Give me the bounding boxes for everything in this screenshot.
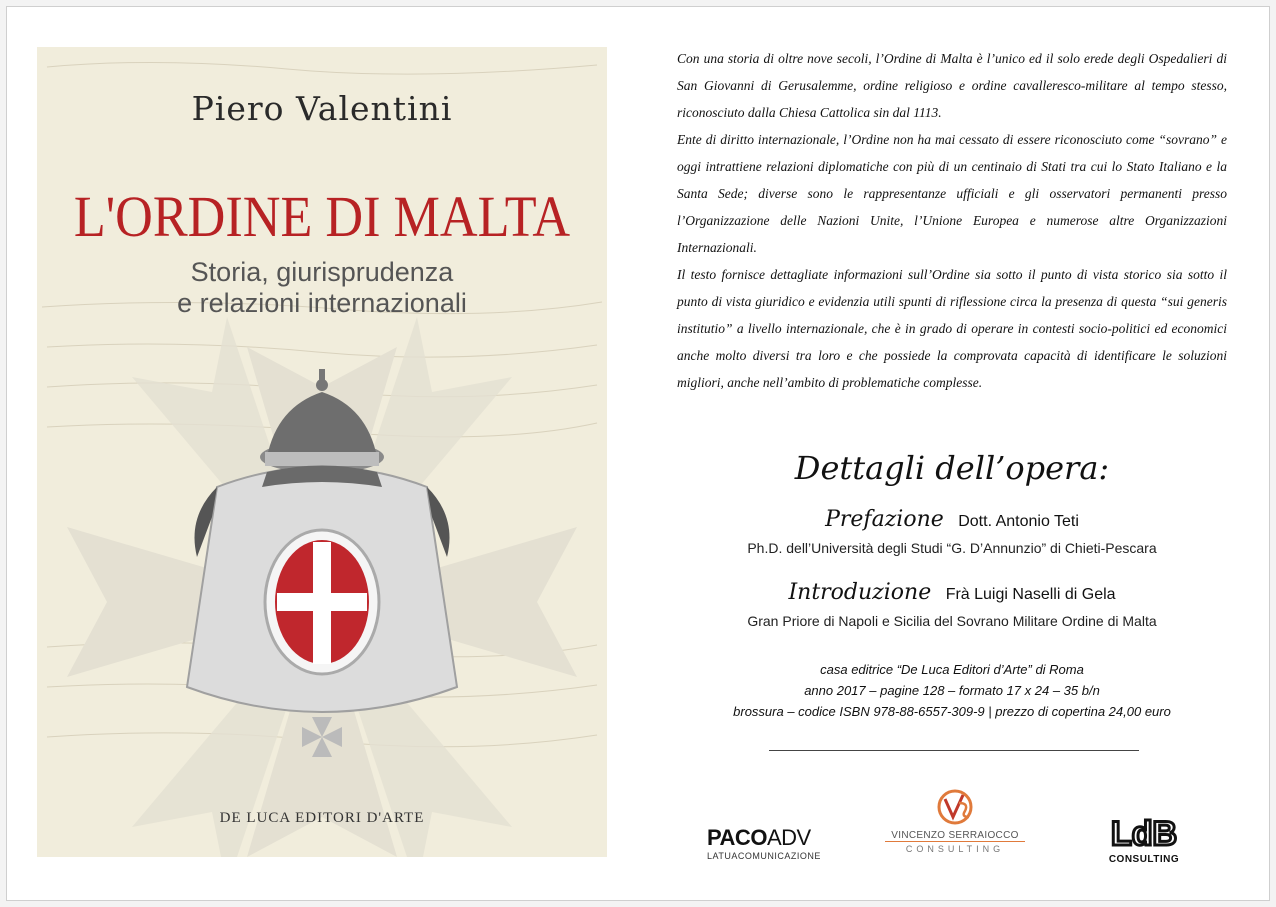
pub-line-1: casa editrice “De Luca Editori d’Arte” di Roma: [820, 662, 1084, 677]
svg-text:LdB: LdB: [1110, 817, 1178, 849]
vs-name: VINCENZO SERRAIOCCO: [891, 830, 1019, 841]
pub-line-2: anno 2017 – pagine 128 – formato 17 x 24 – 35 b/n: [804, 683, 1100, 698]
description-paragraph: Il testo fornisce dettagliate informazioni sull’Ordine sia sotto il punto di vista storico sia sotto il punto di vista giuridico e evidenzia utili spunti di riflessione circa la presenza di questa “sui generis institutio” a livello internazionale, che è in grado di operare in contesti socio-politici ed economici anche molto diversi tra loro e che possiede la comprovata capacità di identificare le soluzioni migliori, anche nell’ambito di problematiche complesse.: [677, 267, 1227, 390]
subtitle-line-2: e relazioni internazionali: [177, 288, 467, 318]
preface-name: Dott. Antonio Teti: [958, 513, 1079, 530]
book-cover: [37, 47, 607, 857]
book-description: [677, 45, 1227, 396]
cover-publisher: DE LUCA EDITORI D'ARTE: [219, 810, 425, 826]
book-subtitle: [37, 257, 607, 319]
divider: [769, 750, 1139, 751]
preface-label: Prefazione: [825, 507, 944, 532]
details-heading: Dettagli dell’opera:: [794, 449, 1110, 487]
pub-line-3: brossura – codice ISBN 978-88-6557-309-9 | prezzo di copertina 24,00 euro: [733, 704, 1171, 719]
description-paragraph: Ente di diritto internazionale, l’Ordine non ha mai cessato di essere riconosciuto come “sovrano” e oggi intrattiene relazioni diplomatiche con più di un centinaio di Stati tra cui lo Stato Italiano e la Santa Sede; diverse sono le rappresentanze ufficiali e gli osservatori permanenti presso l’Organizzazione delle Nazioni Unite, l’Unione Europea e numerose altre Organizzazioni Internazionali.: [677, 132, 1227, 255]
ldb-consulting-logo: [1099, 817, 1189, 865]
book-author: Piero Valentini: [191, 89, 453, 128]
vs-monogram-icon: [885, 789, 1025, 825]
preface-line: [677, 507, 1227, 532]
paco-adv-logo: [707, 825, 821, 861]
description-paragraph: Con una storia di oltre nove secoli, l’Ordine di Malta è l’unico ed il solo erede degli Ospedalieri di San Giovanni di Gerusalemme, ordine religioso e ordine cavalleresco-militare al tempo stesso, riconosciuto dalla Chiesa Cattolica sin dal 1113.: [677, 51, 1227, 120]
preface-description: Ph.D. dell’Università degli Studi “G. D’Annunzio” di Chieti-Pescara: [747, 540, 1157, 556]
vincenzo-serraiocco-logo: [885, 789, 1025, 854]
cover-artwork: [37, 47, 607, 857]
book-title: L'ORDINE DI MALTA: [73, 184, 571, 249]
intro-label: Introduzione: [788, 580, 932, 605]
ldb-tagline: CONSULTING: [1108, 854, 1180, 865]
ldb-monogram-icon: [1099, 817, 1189, 849]
intro-line: [677, 580, 1227, 605]
page-sheet: [6, 6, 1270, 901]
vs-tagline: CONSULTING: [885, 841, 1025, 854]
subtitle-line-1: Storia, giurisprudenza: [190, 257, 454, 287]
publication-info: [677, 659, 1227, 722]
paco-wordmark: PACOADV: [707, 825, 811, 850]
intro-name: Frà Luigi Naselli di Gela: [945, 586, 1116, 603]
paco-tagline: LATUACOMUNICAZIONE: [707, 851, 821, 861]
shield-icon: [265, 530, 379, 674]
intro-description: Gran Priore di Napoli e Sicilia del Sovrano Militare Ordine di Malta: [747, 613, 1157, 629]
